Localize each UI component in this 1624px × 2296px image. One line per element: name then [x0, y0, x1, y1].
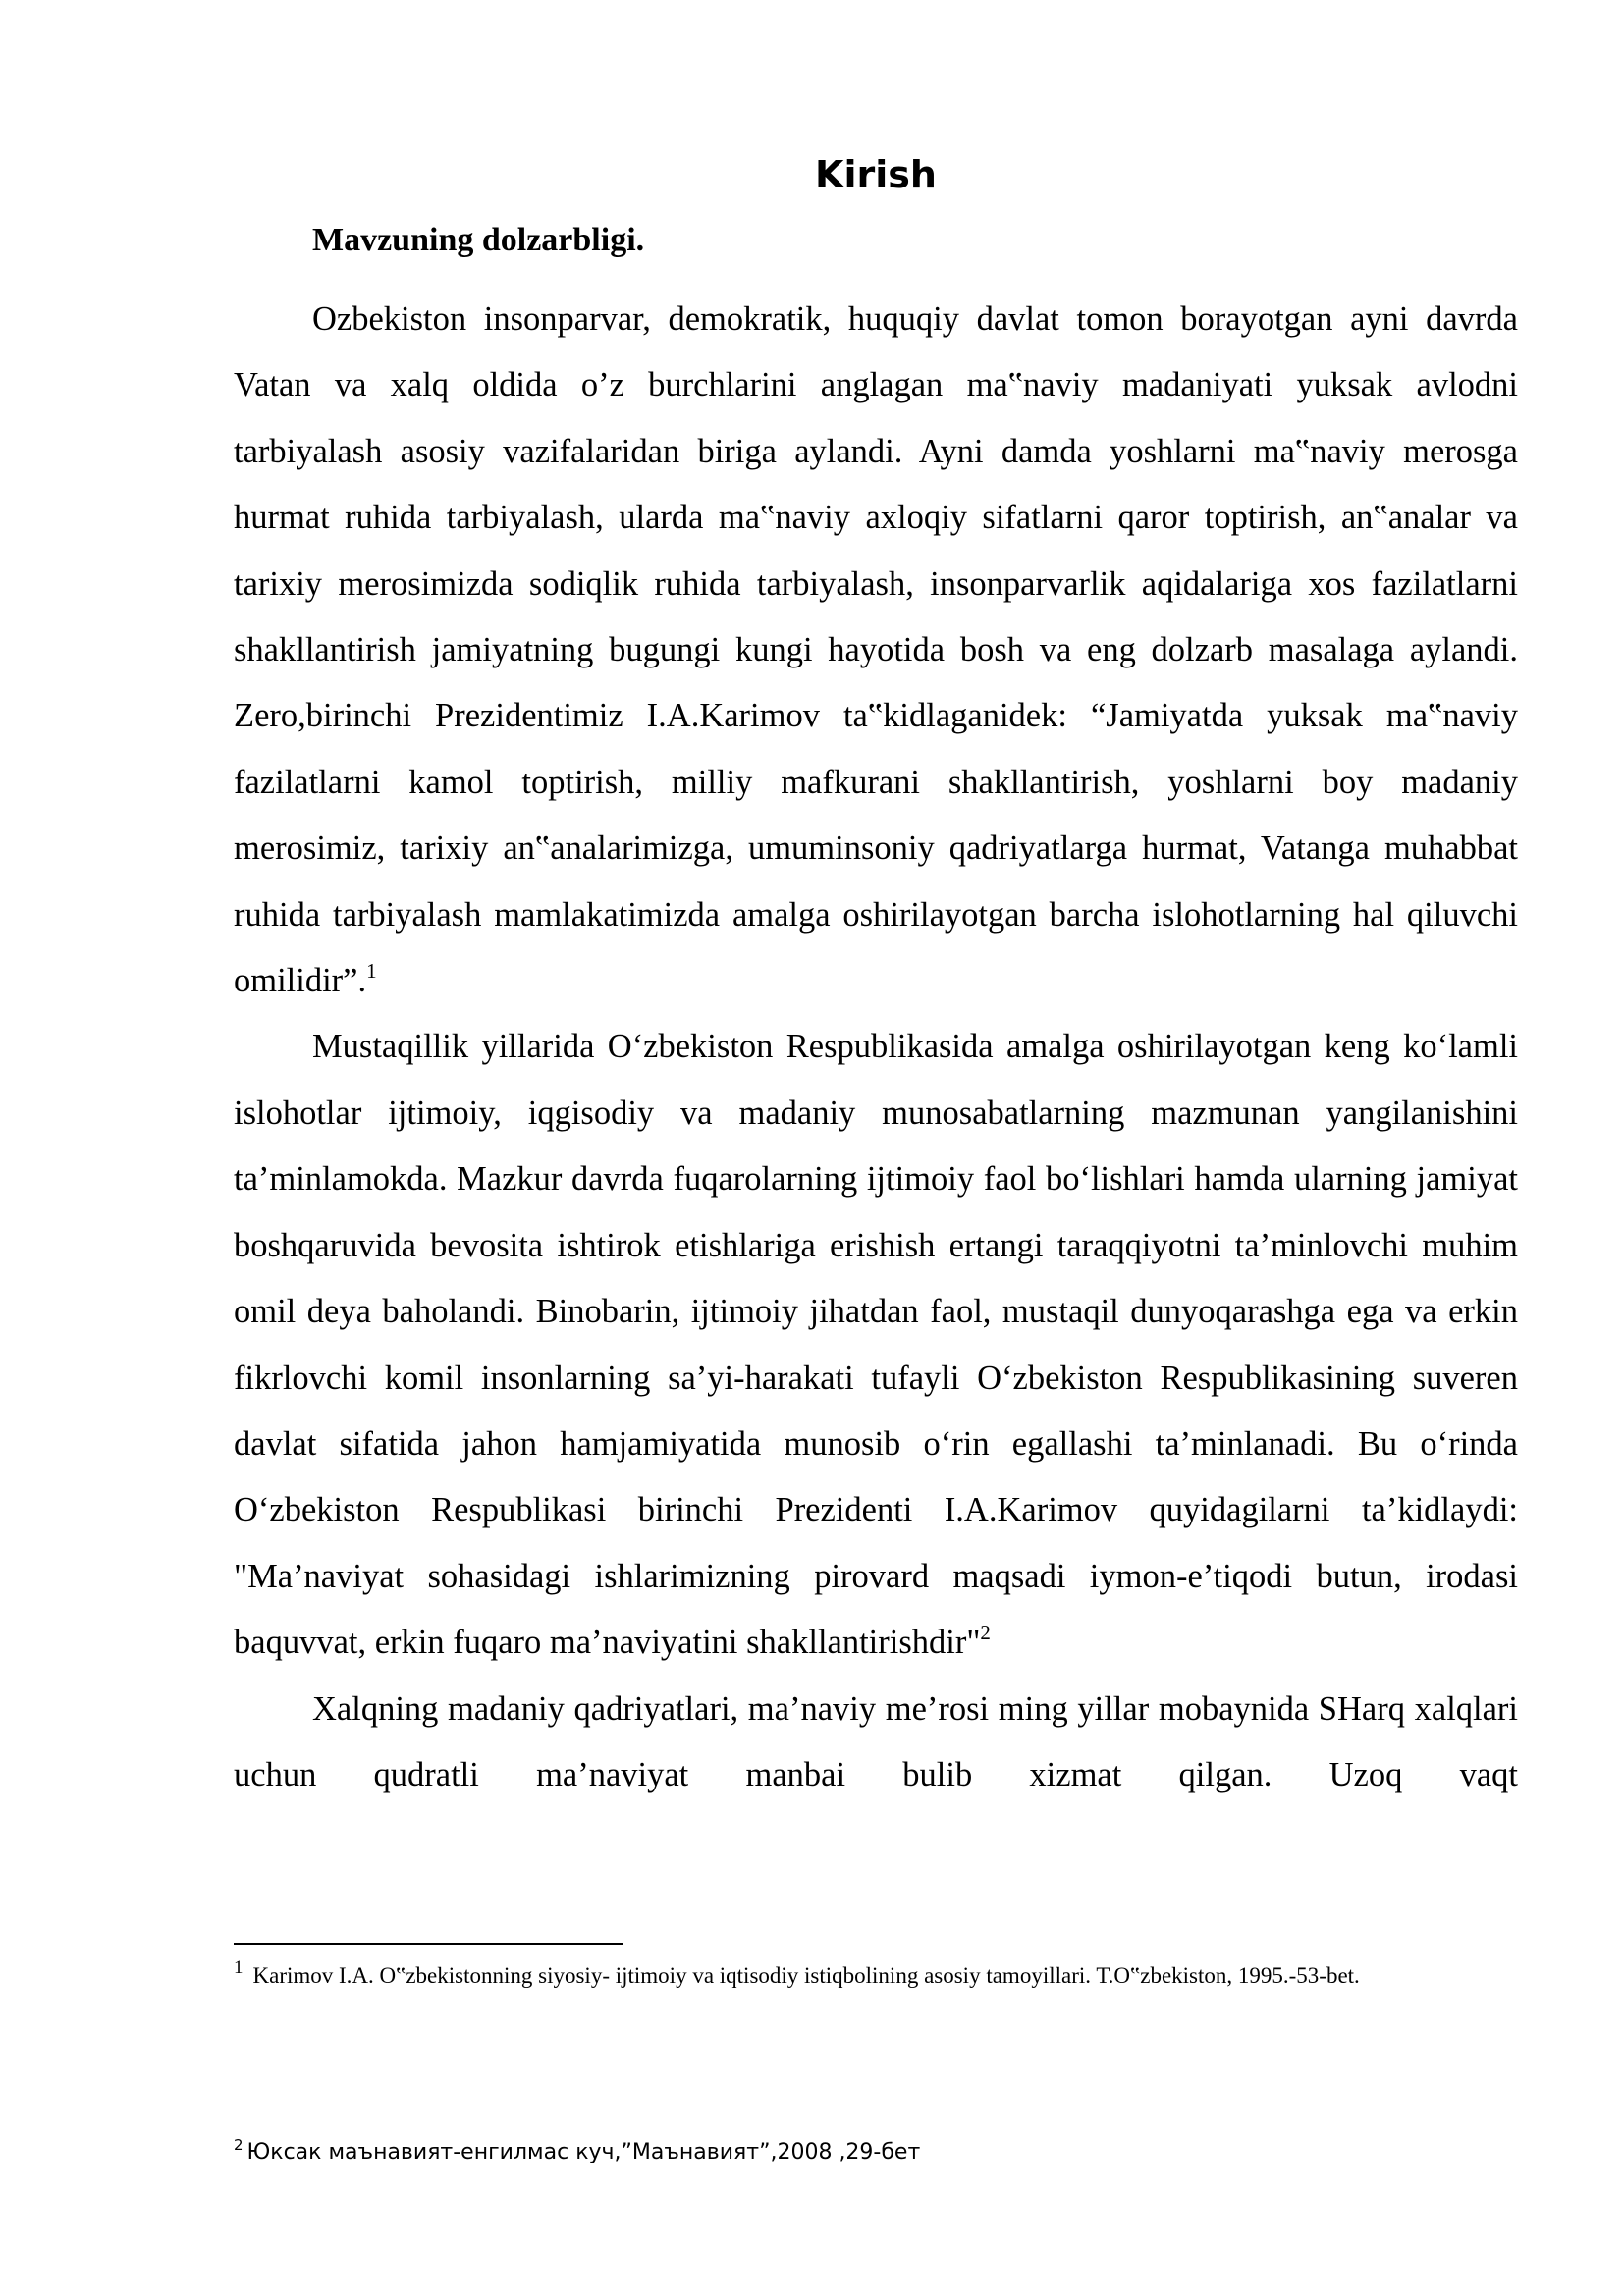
paragraph-2	[234, 1014, 1518, 1676]
paragraph-text: Ozbekiston insonparvar, demokratik, huquqiy davlat tomon borayotgan ayni davrda Vatan va xalq oldida o’z burchlarini anglagan ma‟naviy madaniyati yuksak avlodni tarbiyalash asosiy vazifalaridan biriga aylandi. Ayni damda yoshlarni ma‟naviy merosga hurmat ruhida tarbiyalash, ularda ma‟naviy axloqiy sifatlarni qaror toptirish, an‟analar va tarixiy merosimizda sodiqlik ruhida tarbiyalash, insonparvarlik aqidalariga xos fazilatlarni shakllantirish jamiyatning bugungi kungi hayotida bosh va eng dolzarb masalaga aylandi. Zero,birinchi Prezidentimiz I.A.Karimov ta‟kidlaganidek: “Jamiyatda yuksak ma‟naviy fazilatlarni kamol toptirish, milliy mafkurani shakllantirish, yoshlarni boy madaniy merosimiz, tarixiy an‟analarimizga, umuminsoniy qadriyatlarga hurmat, Vatanga muhabbat ruhida tarbiyalash mamlakatimizda amalga oshirilayotgan barcha islohotlarning hal qiluvchi omilidir”.	[234, 300, 1518, 1000]
footnote-ref: 2	[980, 1621, 991, 1645]
section-heading: Mavzuning dolzarbligi.	[312, 222, 645, 258]
paragraph-3	[234, 1677, 1518, 1809]
paragraph-text: Mustaqillik yillarida O‘zbekiston Respublikasida amalga oshirilayotgan keng ko‘lamli islohotlar ijtimoiy, iqgisodiy va madaniy munosabatlarning mazmunan yangilanishini ta’minlamokda. Mazkur davrda fuqarolarning ijtimoiy faol bo‘lishlari hamda ularning jamiyat boshqaruvida bevosita ishtirok etishlariga erishish ertangi taraqqiyotni ta’minlovchi muhim omil deya baholandi. Binobarin, ijtimoiy jihatdan faol, mustaqil dunyoqarashga ega va erkin fikrlovchi komil insonlarning sa’yi-harakati tufayli O‘zbekiston Respublikasining suveren davlat sifatida jahon hamjamiyatida munosib o‘rin egallashi ta’minlanadi. Bu o‘rinda O‘zbekiston Respublikasi birinchi Prezidenti I.A.Karimov quyidagilarni ta’kidlaydi: "Ma’naviyat sohasidagi ishlarimizning pirovard maqsadi iymon-e’tiqodi butun, irodasi baquvvat, erkin fuqaro ma’naviyatini shakllantirishdir"	[234, 1028, 1518, 1662]
footnote-text: Юксак маънавият-енгилмас куч,”Маънавият”,2008 ,29-бет	[246, 2140, 921, 2164]
footnote-1	[234, 1959, 1518, 1993]
footnote-2	[234, 2136, 921, 2164]
footnote-mark: 2	[234, 2136, 244, 2154]
body-text	[234, 287, 1518, 1808]
paragraph-1	[234, 287, 1518, 1014]
footnote-separator	[234, 1943, 623, 1945]
footnote-mark: 1	[234, 1957, 244, 1978]
paragraph-text: Xalqning madaniy qadriyatlari, ma’naviy me’rosi ming yillar mobaynida SHarq xalqlari uchun qudratli ma’naviyat manbai bulib xizmat qilgan. Uzoq vaqt	[234, 1689, 1518, 1793]
page-title: Kirish	[815, 153, 937, 196]
footnote-text: Karimov I.A. O‟zbekistonning siyosiy- ijtimoiy va iqtisodiy istiqbolining asosiy tamoyillari. T.O‟zbekiston, 1995.-53-bet.	[252, 1963, 1360, 1988]
footnote-ref: 1	[366, 959, 377, 984]
